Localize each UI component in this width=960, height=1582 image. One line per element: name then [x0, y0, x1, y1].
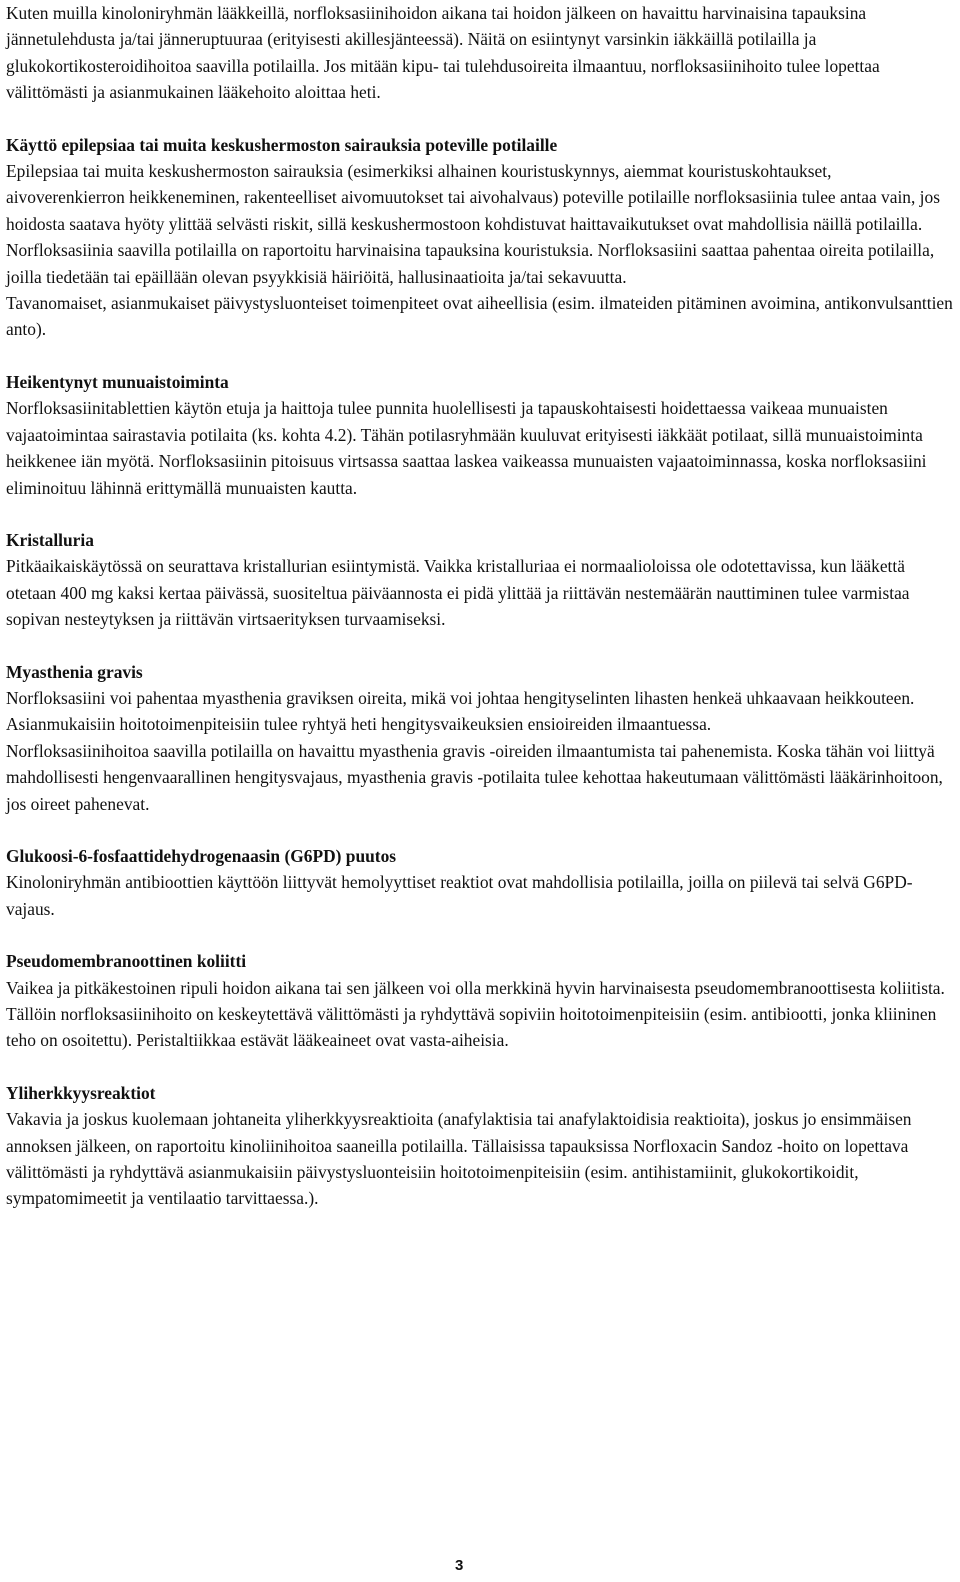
document-page	[6, 0, 954, 1212]
section-myasthenia-gravis	[6, 659, 954, 817]
section-paragraph: Norfloksasiinihoitoa saavilla potilailla on havaittu myasthenia gravis -oireiden ilmaantumista tai pahenemista. Koska tähän voi liittyä mahdollisesti hengenvaarallinen hengitysvajaus, myasthenia gravis -potilaita tulee kehottaa hakeutumaan välittömästi lääkärinhoitoon, jos oireet pahenevat.	[6, 740, 943, 814]
section-paragraph: Epilepsiaa tai muita keskushermoston sairauksia (esimerkiksi alhainen kouristuskynnys, aiemmat kouristuskohtaukset, aivoverenkierron heikkeneminen, rakenteelliset aivomuutokset tai aivohalvaus) poteville potilaille norfloksasiinia tulee antaa vain, jos hoidosta saatava hyöty ylittää selvästi riskit, sillä keskushermostoon kohdistuvat haittavaikutukset ovat mahdollisia näillä potilailla.	[6, 161, 940, 234]
section-paragraph: Norfloksasiinitablettien käytön etuja ja haittoja tulee punnita huolellisesti ja tapauskohtaisesti hoidettaessa vaikeaa munuaisten vajaatoimintaa sairastavia potilaita (ks. kohta 4.2). Tähän potilasryhmään kuuluvat erityisesti iäkkäät potilaat, sillä munuaistoiminta heikkenee iän myötä. Norfloksasiinin pitoisuus virtsassa saattaa laskea vaikeassa munuaisten vajaatoiminnassa, koska norfloksasiini eliminoituu lähinnä erittymällä munuaisten kautta.	[6, 398, 927, 498]
section-heading: Heikentynyt munuaistoiminta	[6, 371, 229, 392]
section-pseudomembranous-colitis	[6, 948, 954, 1054]
section-paragraph: Norfloksasiinia saavilla potilailla on raportoitu harvinaisina tapauksina kouristuksia. Norfloksasiini saattaa pahentaa oireita potilailla, joilla tiedetään tai epäillään olevan psyykkisiä häiriöitä, hallusinaatioita ja/tai sekavuutta.	[6, 240, 935, 287]
section-heading: Pseudomembranoottinen koliitti	[6, 951, 247, 972]
section-g6pd-deficiency	[6, 843, 954, 922]
section-heading: Käyttö epilepsiaa tai muita keskushermoston sairauksia poteville potilaille	[6, 134, 558, 155]
section-renal-impairment	[6, 369, 954, 501]
section-paragraph: Vakavia ja joskus kuolemaan johtaneita yliherkkyysreaktioita (anafylaktisia tai anafylaktoidisia reaktioita), joskus jo ensimmäisen annoksen jälkeen, on raportoitu kinoliinihoitoa saaneilla potilailla. Tällaisissa tapauksissa Norfloxacin Sandoz -hoito on lopettava välittömästi ja ryhdyttävä asianmukaisiin päivystysluonteisiin hoitotoimenpiteisiin (esim. antihistamiinit, glukokortikoidit, sympatomimeetit ja ventilaatio tarvittaessa.).	[6, 1109, 912, 1209]
section-paragraph: Pitkäaikaiskäytössä on seurattava kristallurian esiintymistä. Vaikka kristalluriaa ei normaalioloissa ole odotettavissa, kun lääkettä otetaan 400 mg kaksi kertaa päivässä, suositeltua päiväannosta ei pidä ylittää ja riittävän nestemäärän nauttiminen tulee varmistaa sopivan nesteytyksen ja riittävän virtsaerityksen turvaamiseksi.	[6, 556, 910, 630]
page-number: 3	[455, 1557, 464, 1574]
section-heading: Glukoosi-6-fosfaattidehydrogenaasin (G6PD) puutos	[6, 845, 397, 866]
section-crystalluria	[6, 527, 954, 633]
section-paragraph: Kinoloniryhmän antibioottien käyttöön liittyvät hemolyyttiset reaktiot ovat mahdollisia potilailla, joilla on piilevä tai selvä G6PD-vajaus.	[6, 872, 913, 919]
section-heading: Kristalluria	[6, 529, 94, 550]
section-paragraph: Norfloksasiini voi pahentaa myasthenia graviksen oireita, mikä voi johtaa hengityselinten lihasten henkeä uhkaavaan heikkouteen. Asianmukaisiin hoitotoimenpiteisiin tulee ryhtyä heti hengitysvaikeuksien ensioireiden ilmaantuessa.	[6, 687, 915, 735]
intro-paragraph: Kuten muilla kinoloniryhmän lääkkeillä, norfloksasiinihoidon aikana tai hoidon jälkeen on havaittu harvinaisina tapauksina jännetulehdusta ja/tai jänneruptuuraa (erityisesti akillesjänteessä). Näitä on esiintynyt varsinkin iäkkäillä potilailla ja glukokortikosteroidihoitoa saavilla potilailla. Jos mitään kipu- tai tulehdusoireita ilmaantuu, norfloksasiinihoito tulee lopettaa välittömästi ja asianmukainen lääkehoito aloittaa heti.	[6, 3, 880, 103]
section-paragraph: Tavanomaiset, asianmukaiset päivystysluonteiset toimenpiteet ovat aiheellisia (esim. ilmateiden pitäminen avoimina, antikonvulsanttien anto).	[6, 293, 953, 340]
section-heading: Yliherkkyysreaktiot	[6, 1082, 156, 1103]
section-hypersensitivity	[6, 1080, 954, 1212]
section-epilepsy	[6, 132, 954, 343]
section-paragraph: Vaikea ja pitkäkestoinen ripuli hoidon aikana tai sen jälkeen voi olla merkkinä hyvin harvinaisesta pseudomembranoottisesta koliitista. Tällöin norfloksasiinihoito on keskeytettävä välittömästi ja ryhdyttävä sopiviin hoitotoimenpiteisiin (esim. antibiootti, jonka kliininen teho on osoitettu). Peristaltiikkaa estävät lääkeaineet ovat vasta-aiheisia.	[6, 977, 945, 1051]
section-heading: Myasthenia gravis	[6, 661, 143, 682]
